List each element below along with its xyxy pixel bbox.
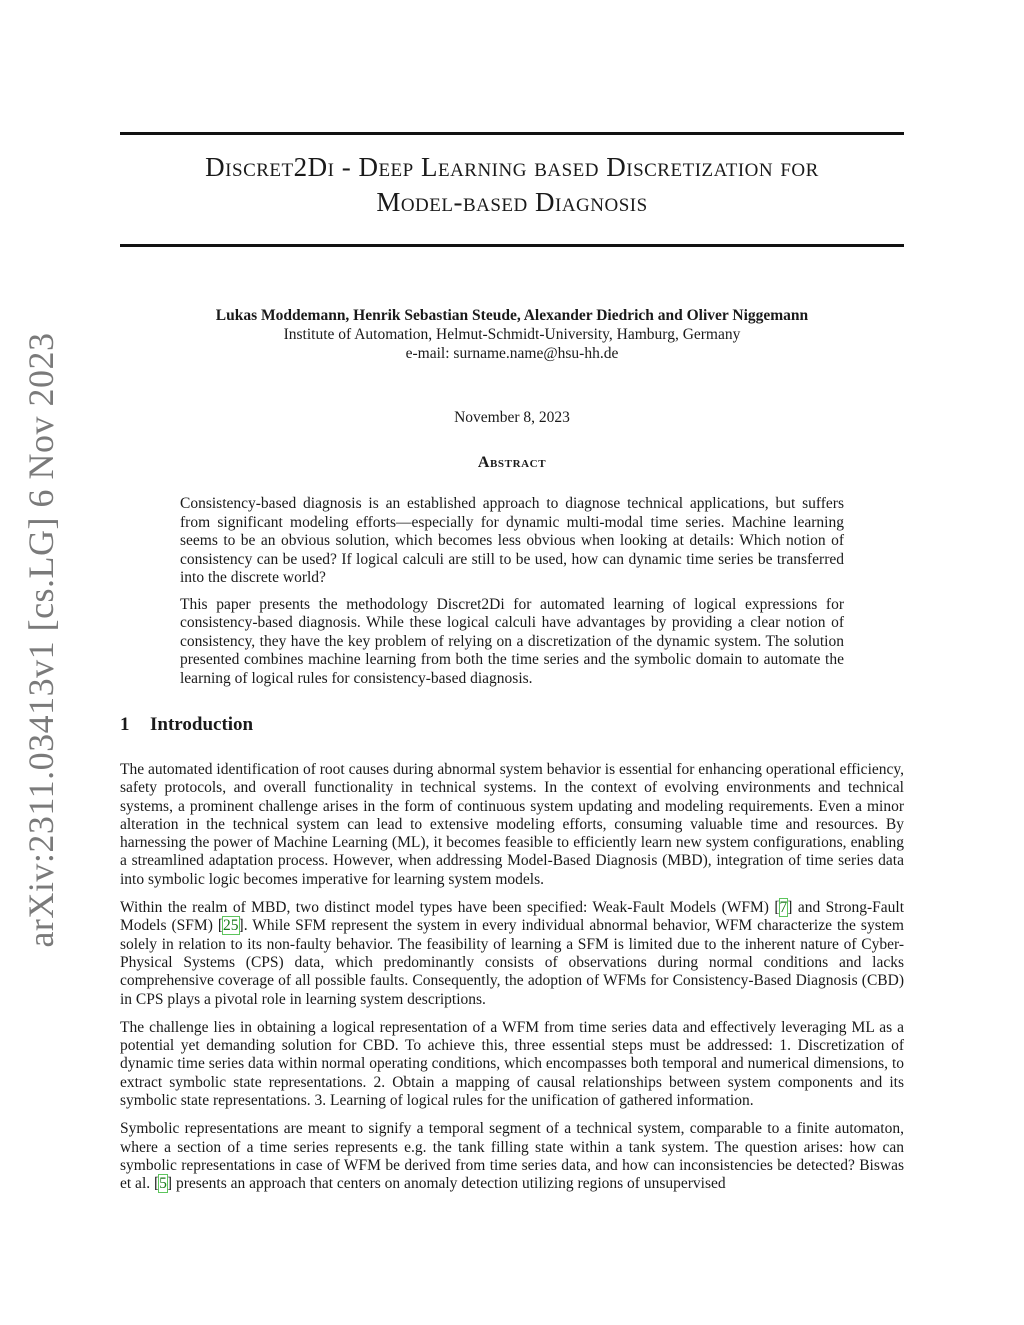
citation-link-7[interactable]: 7: [779, 899, 788, 917]
email: e-mail: surname.name@hsu-hh.de: [405, 345, 619, 362]
author-block: [120, 306, 904, 363]
abstract-paragraph-2: This paper presents the methodology Discret2Di for automated learning of logical expressions for consistency-based diagnosis. While these logical calculi have advantages by providing a clear notion of consistency, they have the key problem of relying on a discretization of the dynamic system. The solution presented combines machine learning from both the time series and the symbolic domain to automate the learning of logical rules for consistency-based diagnosis.: [180, 595, 844, 687]
citation-link-5[interactable]: 5: [159, 1175, 167, 1193]
abstract-paragraph-1: Consistency-based diagnosis is an established approach to diagnose technical applications, but suffers from significant modeling efforts—especially for dynamic multi-modal time series. Machine learning seems to be an obvious solution, which becomes less obvious when looking at details: Which notion of consistency can be used? If logical calculi are still to be used, how can dynamic time series be transferred into the discrete world?: [180, 495, 844, 586]
body-paragraph-2: [120, 899, 904, 1009]
title-bottom-rule: [120, 244, 904, 247]
introduction-body: [120, 761, 904, 1204]
abstract-heading: Abstract: [477, 454, 547, 471]
title-line-1: Discret2Di - Deep Learning based Discretization for: [205, 152, 819, 182]
affiliation: Institute of Automation, Helmut-Schmidt-University, Hamburg, Germany: [283, 326, 741, 343]
abstract: [180, 495, 844, 696]
section-heading-introduction: [120, 714, 904, 736]
body-paragraph-3: The challenge lies in obtaining a logical representation of a WFM from time series data and effectively leveraging ML as a potential yet demanding solution for CBD. To achieve this, three essential steps must be addressed: 1. Discretization of dynamic time series data within normal operating conditions, which encompasses both temporal and numerical dimensions, to extract symbolic state representations. 2. Obtain a mapping of causal relationships between system components and its symbolic state representations. 3. Learning of logical rules for the unification of gathered information.: [120, 1018, 904, 1110]
section-number: 1: [120, 714, 130, 735]
citation-link-25[interactable]: 25: [223, 917, 239, 935]
body-p4-text-a: Symbolic representations are meant to signify a temporal segment of a technical system, comparable to a finite automaton, where a section of a time series represents e.g. the tank filling state within a tank system. The question arises: how can symbolic representations in case of WFM be derived from time series data, and how can inconsistencies be detected? Biswas et al. [: [120, 1120, 904, 1193]
body-paragraph-4: [120, 1120, 904, 1193]
body-p2-text-a: Within the realm of MBD, two distinct model types have been specified: Weak-Fault Models (WFM) [: [120, 899, 780, 917]
body-paragraph-1: The automated identification of root causes during abnormal system behavior is essential for enhancing operational efficiency, safety protocols, and overall functionality in technical systems. In the context of evolving environments and technical systems, a prominent challenge arises in the form of continuous system updating and modeling requirements. Even a minor alteration in the technical system can lead to extensive modeling efforts, consuming valuable time and resources. By harnessing the power of Machine Learning (ML), it becomes feasible to efficiently learn new system configurations, enabling a streamlined adaptation process. However, when addressing Model-Based Diagnosis (MBD), integration of time series data into symbolic logic becomes imperative for learning system models.: [120, 761, 904, 888]
author-names: Lukas Moddemann, Henrik Sebastian Steude, Alexander Diedrich and Oliver Niggemann: [215, 307, 809, 324]
body-p2-text-c: ]. While SFM represent the system in every individual abnormal behavior, WFM characterize the system solely in relation to its non-faulty behavior. The feasibility of learning a SFM is limited due to the inherent nature of Cyber-Physical Systems (CPS) data, which predominantly consists of observations during normal conditions and lacks comprehensive coverage of all possible faults. Consequently, the adoption of WFMs for Consistency-Based Diagnosis (CBD) in CPS plays a pivotal role in learning system descriptions.: [120, 917, 904, 1008]
body-p4-text-b: ] presents an approach that centers on anomaly detection utilizing regions of unsupervised: [166, 1175, 726, 1193]
title-line-2: Model-based Diagnosis: [376, 187, 648, 217]
section-title: Introduction: [150, 714, 254, 735]
paper-date: November 8, 2023: [454, 409, 570, 426]
paper-title: [120, 150, 904, 220]
title-top-rule: [120, 132, 904, 135]
body-p2-text-b: ] and Strong-Fault Models (SFM) [: [120, 899, 905, 935]
arxiv-identifier-stamp: arXiv:2311.03413v1 [cs.LG] 6 Nov 2023: [21, 332, 61, 948]
